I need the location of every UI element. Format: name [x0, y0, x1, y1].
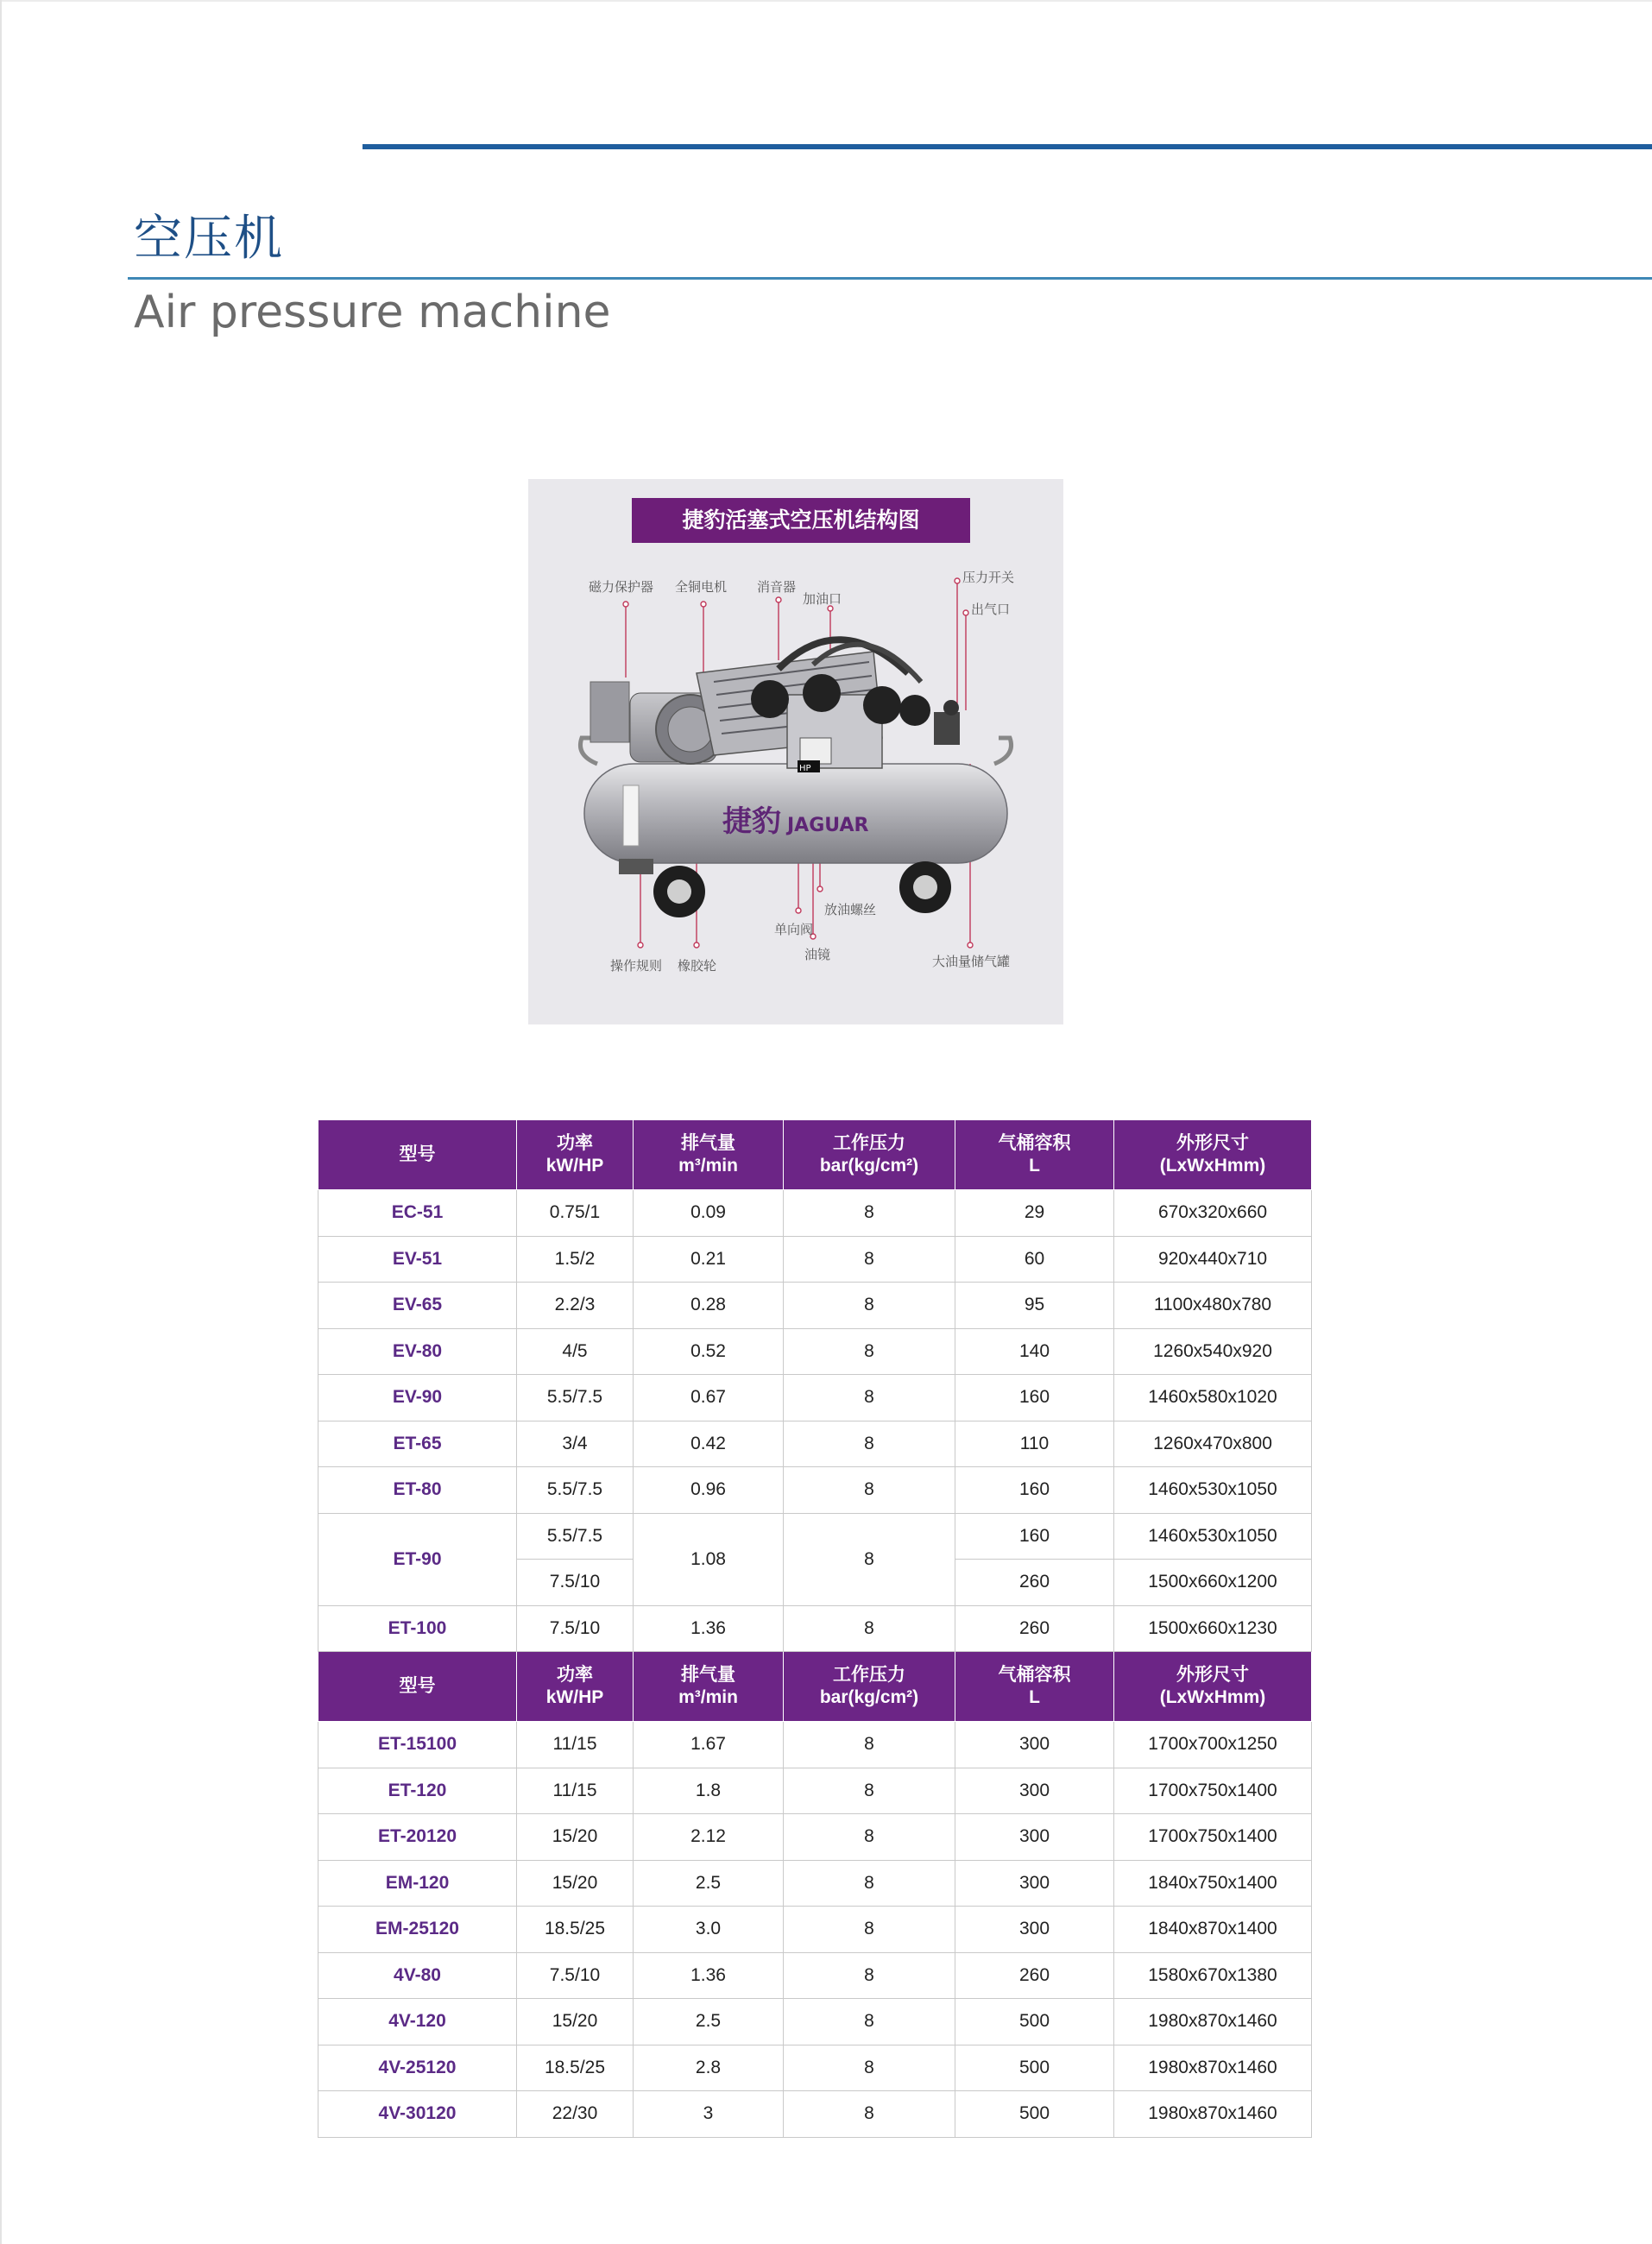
table-row [318, 1328, 1312, 1375]
cell-dims: 1700x700x1250 [1114, 1722, 1312, 1768]
table-row [318, 1999, 1312, 2045]
cell-flow: 3.0 [634, 1907, 784, 1953]
table-row [318, 1952, 1312, 1999]
page-title-en: Air pressure machine [134, 287, 611, 338]
cell-dims: 1500x660x1230 [1114, 1605, 1312, 1652]
cell-pressure: 8 [784, 1375, 955, 1421]
cell-flow: 1.36 [634, 1605, 784, 1652]
cell-dims: 920x440x710 [1114, 1236, 1312, 1283]
cell-dims: 1500x660x1200 [1114, 1560, 1312, 1606]
header-pressure: 工作压力 bar(kg/cm²) [784, 1652, 955, 1722]
cell-volume: 500 [955, 2045, 1114, 2091]
cell-power: 11/15 [517, 1722, 634, 1768]
header-power: 功率 kW/HP [517, 1652, 634, 1722]
cell-flow: 1.36 [634, 1952, 784, 1999]
callout-oil-mirror: 油镜 [804, 947, 831, 962]
cell-dims: 1980x870x1460 [1114, 2045, 1312, 2091]
cell-flow: 0.96 [634, 1467, 784, 1514]
cell-power: 1.5/2 [517, 1236, 634, 1283]
callout-tank: 大油量储气罐 [932, 954, 1011, 969]
cell-model: ET-20120 [318, 1814, 517, 1861]
table-row [318, 1236, 1312, 1283]
cell-flow: 0.52 [634, 1328, 784, 1375]
header-volume: 气桶容积 L [955, 1652, 1114, 1722]
cell-pressure: 8 [784, 1768, 955, 1814]
cell-power: 5.5/7.5 [517, 1467, 634, 1514]
cell-volume: 160 [955, 1467, 1114, 1514]
cell-power: 7.5/10 [517, 1605, 634, 1652]
cell-flow: 2.8 [634, 2045, 784, 2091]
cell-power: 15/20 [517, 1999, 634, 2045]
compressor-illustration [528, 479, 1063, 1024]
page-left-border [0, 0, 2, 2244]
cell-volume: 140 [955, 1328, 1114, 1375]
cell-model: ET-80 [318, 1467, 517, 1514]
cell-flow: 0.42 [634, 1421, 784, 1467]
cell-power: 22/30 [517, 2091, 634, 2138]
title-divider [128, 277, 1652, 280]
cell-dims: 1700x750x1400 [1114, 1814, 1312, 1861]
table-row [318, 1467, 1312, 1514]
cell-power: 18.5/25 [517, 2045, 634, 2091]
cell-dims: 1700x750x1400 [1114, 1768, 1312, 1814]
callout-muffler: 消音器 [757, 579, 797, 595]
cell-model: 4V-80 [318, 1952, 517, 1999]
cell-volume: 300 [955, 1907, 1114, 1953]
cell-model: 4V-120 [318, 1999, 517, 2045]
cell-dims: 1980x870x1460 [1114, 2091, 1312, 2138]
cell-dims: 1580x670x1380 [1114, 1952, 1312, 1999]
table-row [318, 2045, 1312, 2091]
cell-pressure: 8 [784, 1283, 955, 1329]
cell-flow: 1.8 [634, 1768, 784, 1814]
cell-volume: 500 [955, 1999, 1114, 2045]
header-model: 型号 [318, 1120, 517, 1190]
cell-pressure: 8 [784, 1907, 955, 1953]
callout-air-outlet: 出气口 [971, 602, 1011, 617]
cell-dims: 1840x750x1400 [1114, 1860, 1312, 1907]
power-badge: HP [799, 764, 811, 773]
cell-flow: 0.09 [634, 1190, 784, 1237]
header-pressure: 工作压力 bar(kg/cm²) [784, 1120, 955, 1190]
cell-dims: 1260x470x800 [1114, 1421, 1312, 1467]
cell-model: 4V-30120 [318, 2091, 517, 2138]
table-row [318, 1605, 1312, 1652]
cell-dims: 1460x580x1020 [1114, 1375, 1312, 1421]
header-flow: 排气量 m³/min [634, 1120, 784, 1190]
cell-model: ET-90 [318, 1513, 517, 1605]
cell-volume: 500 [955, 2091, 1114, 2138]
cell-pressure: 8 [784, 1860, 955, 1907]
table-row [318, 1907, 1312, 1953]
table-row [318, 1768, 1312, 1814]
cell-dims: 1460x530x1050 [1114, 1513, 1312, 1560]
compressor-structure-figure [528, 479, 1063, 1024]
callout-pressure-switch: 压力开关 [962, 570, 1015, 585]
cell-dims: 1840x870x1400 [1114, 1907, 1312, 1953]
cell-volume: 300 [955, 1814, 1114, 1861]
header-volume: 气桶容积 L [955, 1120, 1114, 1190]
cell-pressure: 8 [784, 1467, 955, 1514]
top-accent-rule [363, 144, 1652, 149]
cell-volume: 95 [955, 1283, 1114, 1329]
cell-flow: 0.21 [634, 1236, 784, 1283]
cell-pressure: 8 [784, 1513, 955, 1605]
cell-model: EV-80 [318, 1328, 517, 1375]
cell-dims: 1100x480x780 [1114, 1283, 1312, 1329]
cell-pressure: 8 [784, 1236, 955, 1283]
cell-model: EV-65 [318, 1283, 517, 1329]
cell-volume: 160 [955, 1375, 1114, 1421]
cell-pressure: 8 [784, 1605, 955, 1652]
cell-pressure: 8 [784, 2045, 955, 2091]
cell-flow: 0.67 [634, 1375, 784, 1421]
cell-pressure: 8 [784, 1999, 955, 2045]
callout-copper-motor: 全铜电机 [675, 579, 728, 595]
page-top-border [0, 0, 1652, 2]
cell-volume: 300 [955, 1860, 1114, 1907]
cell-pressure: 8 [784, 1328, 955, 1375]
table-row [318, 2091, 1312, 2138]
callout-drain-screw: 放油螺丝 [824, 902, 877, 917]
table-row [318, 1283, 1312, 1329]
cell-model: EM-120 [318, 1860, 517, 1907]
cell-power: 3/4 [517, 1421, 634, 1467]
table-row [318, 1375, 1312, 1421]
cell-flow: 3 [634, 2091, 784, 2138]
cell-volume: 110 [955, 1421, 1114, 1467]
page-title-cn: 空压机 [134, 211, 284, 267]
cell-model: EV-90 [318, 1375, 517, 1421]
cell-flow: 2.12 [634, 1814, 784, 1861]
figure-title: 捷豹活塞式空压机结构图 [632, 498, 970, 543]
cell-power: 15/20 [517, 1860, 634, 1907]
brand-en: JAGUAR [787, 815, 869, 836]
table-row [318, 1421, 1312, 1467]
cell-flow: 1.08 [634, 1513, 784, 1605]
cell-volume: 29 [955, 1190, 1114, 1237]
callout-check-valve: 单向阀 [774, 922, 814, 937]
table-header-row [318, 1120, 1312, 1190]
cell-pressure: 8 [784, 2091, 955, 2138]
cell-flow: 2.5 [634, 1999, 784, 2045]
cell-model: EC-51 [318, 1190, 517, 1237]
header-power: 功率 kW/HP [517, 1120, 634, 1190]
table-row [318, 1190, 1312, 1237]
cell-power: 5.5/7.5 [517, 1375, 634, 1421]
cell-pressure: 8 [784, 1722, 955, 1768]
header-dims: 外形尺寸 (LxWxHmm) [1114, 1652, 1312, 1722]
cell-volume: 260 [955, 1952, 1114, 1999]
cell-power: 15/20 [517, 1814, 634, 1861]
table-header-row [318, 1652, 1312, 1722]
cell-dims: 670x320x660 [1114, 1190, 1312, 1237]
table-row [318, 1814, 1312, 1861]
cell-power: 11/15 [517, 1768, 634, 1814]
cell-pressure: 8 [784, 1421, 955, 1467]
cell-power: 2.2/3 [517, 1283, 634, 1329]
cell-model: ET-65 [318, 1421, 517, 1467]
cell-power: 18.5/25 [517, 1907, 634, 1953]
cell-volume: 60 [955, 1236, 1114, 1283]
cell-model: 4V-25120 [318, 2045, 517, 2091]
cell-volume: 300 [955, 1722, 1114, 1768]
callout-magnetic-protector: 磁力保护器 [589, 579, 654, 595]
header-flow: 排气量 m³/min [634, 1652, 784, 1722]
cell-model: ET-120 [318, 1768, 517, 1814]
cell-dims: 1260x540x920 [1114, 1328, 1312, 1375]
cell-pressure: 8 [784, 1190, 955, 1237]
cell-volume: 300 [955, 1768, 1114, 1814]
header-model: 型号 [318, 1652, 517, 1722]
cell-flow: 0.28 [634, 1283, 784, 1329]
brand-cn: 捷豹 [722, 804, 781, 839]
cell-flow: 2.5 [634, 1860, 784, 1907]
table-row [318, 1722, 1312, 1768]
cell-model: ET-100 [318, 1605, 517, 1652]
spec-table [318, 1119, 1312, 2138]
callout-oil-filler: 加油口 [803, 591, 842, 607]
cell-volume: 260 [955, 1605, 1114, 1652]
cell-volume: 260 [955, 1560, 1114, 1606]
cell-pressure: 8 [784, 1814, 955, 1861]
header-dims: 外形尺寸 (LxWxHmm) [1114, 1120, 1312, 1190]
cell-model: ET-15100 [318, 1722, 517, 1768]
cell-dims: 1980x870x1460 [1114, 1999, 1312, 2045]
cell-model: EV-51 [318, 1236, 517, 1283]
cell-volume: 160 [955, 1513, 1114, 1560]
cell-power: 5.5/7.5 [517, 1513, 634, 1560]
cell-pressure: 8 [784, 1952, 955, 1999]
cell-flow: 1.67 [634, 1722, 784, 1768]
cell-model: EM-25120 [318, 1907, 517, 1953]
cell-power: 4/5 [517, 1328, 634, 1375]
cell-power: 7.5/10 [517, 1560, 634, 1606]
table-row [318, 1860, 1312, 1907]
table-row [318, 1513, 1312, 1560]
cell-power: 7.5/10 [517, 1952, 634, 1999]
callout-rubber-wheel: 橡胶轮 [678, 958, 717, 974]
callout-operation-rules: 操作规则 [610, 958, 663, 974]
cell-power: 0.75/1 [517, 1190, 634, 1237]
cell-dims: 1460x530x1050 [1114, 1467, 1312, 1514]
